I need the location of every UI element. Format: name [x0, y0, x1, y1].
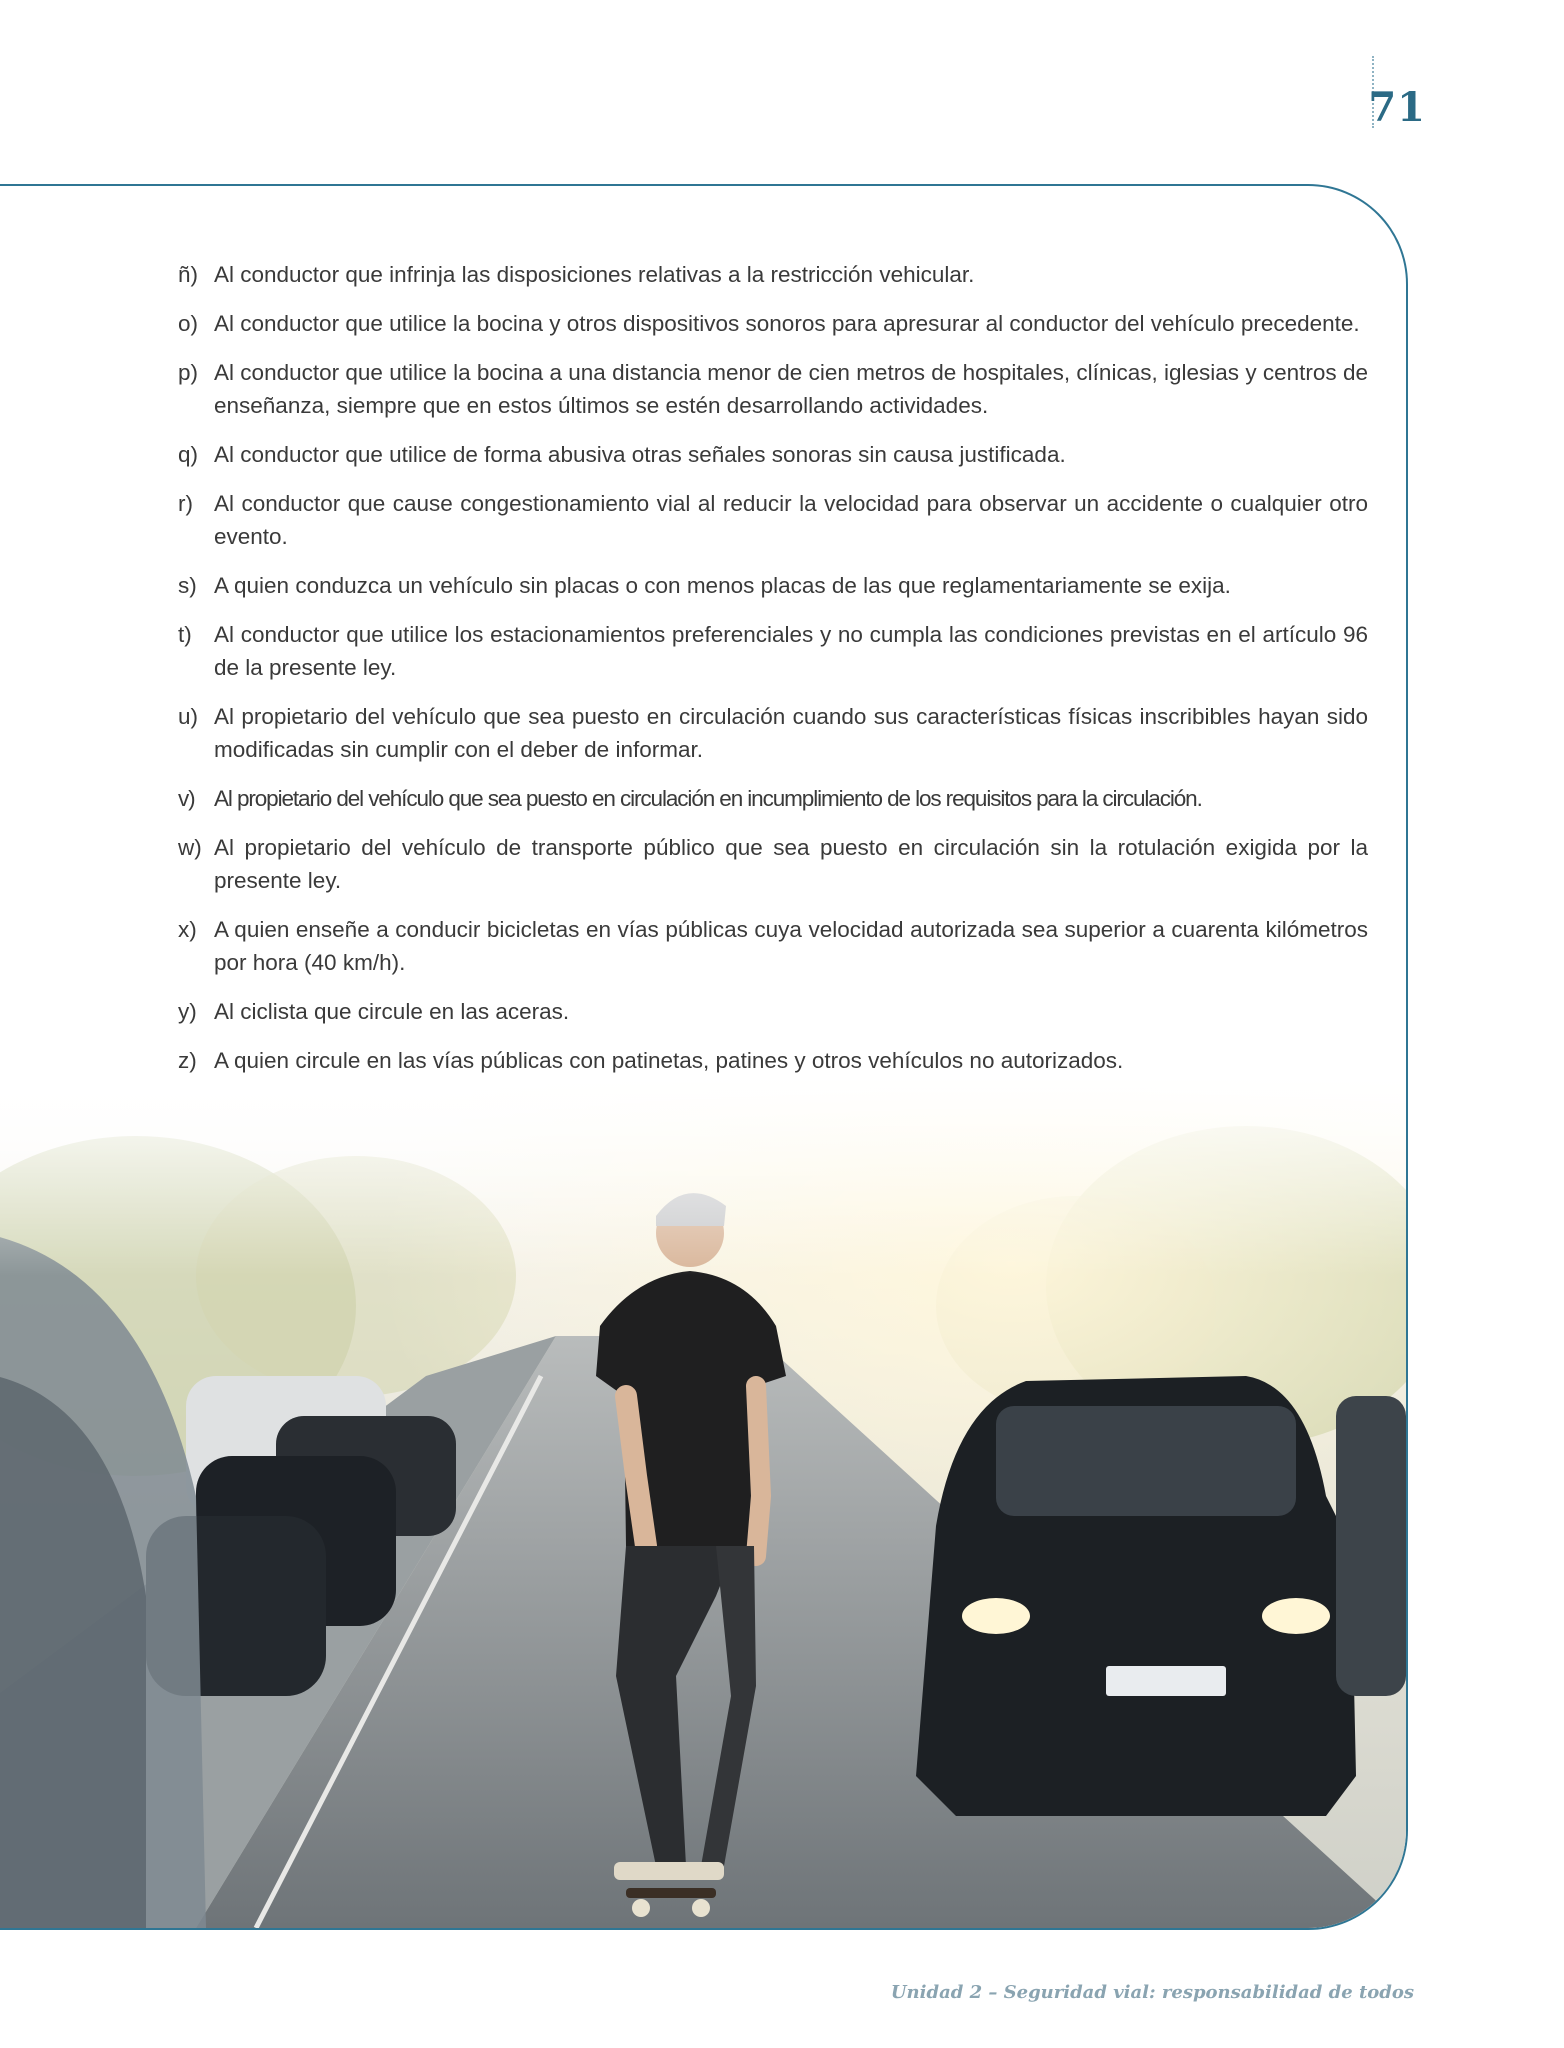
list-item [168, 487, 1368, 553]
list-item [168, 700, 1368, 766]
item-marker: s) [178, 573, 197, 598]
item-marker: z) [178, 1048, 197, 1073]
list-item [168, 1044, 1368, 1077]
item-marker: y) [178, 999, 197, 1024]
item-marker: w) [178, 835, 202, 860]
item-text: Al conductor que cause congestionamiento vial al reducir la velocidad para observar un accidente o cualquier otro evento. [214, 491, 1368, 549]
item-marker: u) [178, 704, 199, 729]
item-text: Al propietario del vehículo que sea puesto en circulación en incumplimiento de los requisitos para la circulación. [214, 786, 1202, 811]
item-text: Al conductor que utilice la bocina y otros dispositivos sonoros para apresurar al conductor del vehículo precedente. [214, 311, 1360, 336]
list-item [168, 995, 1368, 1028]
running-footer: Unidad 2 – Seguridad vial: responsabilidad de todos [890, 1982, 1414, 2003]
item-marker: x) [178, 917, 197, 942]
item-marker: ñ) [178, 262, 199, 287]
street-skateboarder-photo [0, 1076, 1406, 1928]
item-text: A quien circule en las vías públicas con patinetas, patines y otros vehículos no autorizados. [214, 1048, 1124, 1073]
item-marker: p) [178, 360, 199, 385]
item-text: Al conductor que infrinja las disposiciones relativas a la restricción vehicular. [214, 262, 975, 287]
item-marker: q) [178, 442, 199, 467]
item-text: A quien conduzca un vehículo sin placas o con menos placas de las que reglamentariamente se exija. [214, 573, 1231, 598]
photo-illustration [0, 1076, 1406, 1928]
list-item [168, 307, 1368, 340]
item-marker: v) [178, 786, 195, 811]
item-text: Al ciclista que circule en las aceras. [214, 999, 570, 1024]
list-item [168, 831, 1368, 897]
item-text: A quien enseñe a conducir bicicletas en vías públicas cuya velocidad autorizada sea superior a cuarenta kilómetros por hora (40 km/h). [214, 917, 1368, 975]
item-text: Al conductor que utilice de forma abusiva otras señales sonoras sin causa justificada. [214, 442, 1066, 467]
list-item [168, 438, 1368, 471]
list-item [168, 258, 1368, 291]
item-text: Al conductor que utilice la bocina a una distancia menor de cien metros de hospitales, clínicas, iglesias y centros de enseñanza, siempre que en estos últimos se estén desarrollando actividades. [214, 360, 1368, 418]
item-marker: o) [178, 311, 199, 336]
list-item [168, 569, 1368, 602]
list-item [168, 782, 1368, 815]
list-item [168, 618, 1368, 684]
item-text: Al propietario del vehículo de transporte público que sea puesto en circulación sin la rotulación exigida por la presente ley. [214, 835, 1368, 893]
item-marker: t) [178, 622, 192, 647]
list-item [168, 913, 1368, 979]
item-marker: r) [178, 491, 193, 516]
item-text: Al propietario del vehículo que sea puesto en circulación cuando sus características físicas inscribibles hayan sido modificadas sin cumplir con el deber de informar. [214, 704, 1368, 762]
list-item [168, 356, 1368, 422]
item-text: Al conductor que utilice los estacionamientos preferenciales y no cumpla las condiciones previstas en el artículo 96 de la presente ley. [214, 622, 1368, 680]
page-number: 71 [1368, 84, 1426, 131]
infractions-list [168, 258, 1368, 1093]
